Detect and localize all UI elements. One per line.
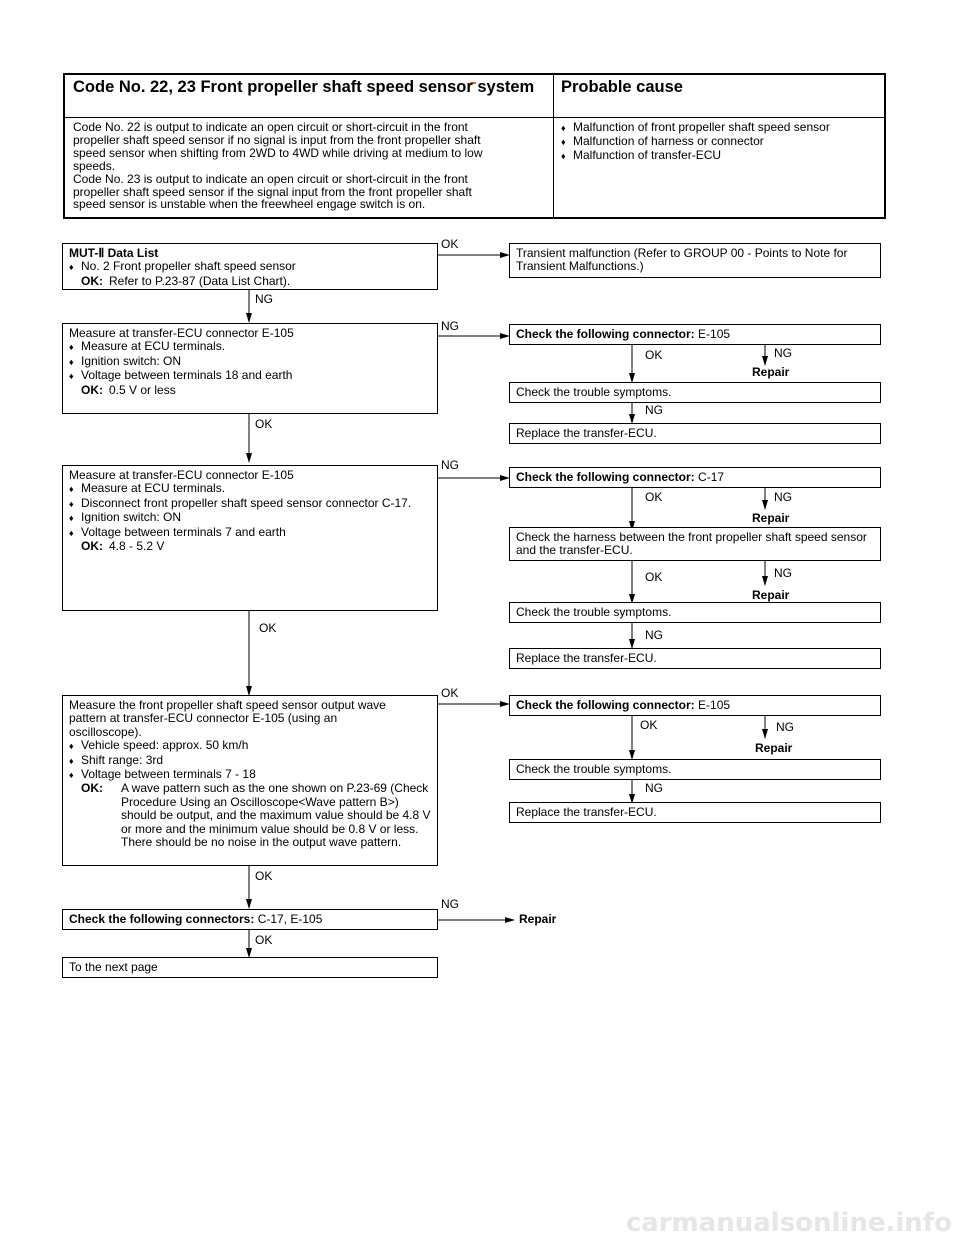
check-trouble-symptoms-c bbox=[509, 759, 881, 780]
step-item: ♦ Measure at ECU terminals. bbox=[69, 482, 431, 496]
replace-ecu-a bbox=[509, 423, 881, 444]
ng-label-flow: NG bbox=[774, 566, 792, 580]
check-harness-text: Check the harness between the front propeller shaft speed sensor and the transfer-ECU. bbox=[516, 530, 867, 558]
ok-criteria bbox=[69, 540, 431, 553]
ok-label-flow: OK bbox=[441, 237, 459, 251]
ok-label-flow: OK bbox=[259, 621, 277, 635]
check-connector-e105-b bbox=[509, 695, 881, 716]
check-harness-box bbox=[509, 527, 881, 561]
connector-ids: C-17, E-105 bbox=[257, 912, 323, 926]
replace-ecu-text: Replace the transfer-ECU. bbox=[516, 651, 657, 665]
connector-id: E-105 bbox=[698, 327, 731, 341]
ok-label-flow: OK bbox=[255, 417, 273, 431]
check-connector-label: Check the following connector: bbox=[516, 470, 695, 484]
check-connector-label: Check the following connector: bbox=[516, 698, 695, 712]
check-trouble-symptoms-a bbox=[509, 382, 881, 403]
probable-causes bbox=[561, 121, 881, 163]
ok-criteria bbox=[69, 782, 431, 836]
check-connector-c17 bbox=[509, 467, 881, 488]
step-item: ♦ Voltage between terminals 7 and earth bbox=[69, 526, 431, 540]
step-item: ♦ Shift range: 3rd bbox=[69, 754, 431, 768]
repair-label: Repair bbox=[755, 741, 793, 755]
repair-label: Repair bbox=[752, 365, 790, 379]
ng-label-flow: NG bbox=[255, 292, 273, 306]
ok-label: OK: bbox=[81, 273, 103, 288]
ok-value: 0.5 V or less bbox=[109, 382, 176, 397]
replace-ecu-b bbox=[509, 648, 881, 669]
desc-line: Code No. 22 is output to indicate an open circuit or short-circuit in the front bbox=[73, 120, 468, 134]
ok-value: Refer to P.23-87 (Data List Chart). bbox=[109, 273, 291, 288]
replace-ecu-c bbox=[509, 802, 881, 823]
check-trouble-text: Check the trouble symptoms. bbox=[516, 605, 672, 619]
next-page-box bbox=[62, 957, 438, 978]
ok-label-flow: OK bbox=[255, 933, 273, 947]
code-description bbox=[73, 121, 548, 211]
cause-item: ♦ Malfunction of harness or connector bbox=[561, 135, 881, 149]
desc-line: speeds. bbox=[73, 158, 116, 173]
step-line: oscilloscope). bbox=[69, 724, 142, 739]
desc-line: propeller shaft speed sensor if no signal is input from the front propeller shaft bbox=[73, 132, 481, 147]
ok-label: OK: bbox=[81, 382, 103, 397]
step-title: MUT-Ⅱ Data List bbox=[69, 246, 159, 260]
cause-item: ♦ Malfunction of front propeller shaft speed sensor bbox=[561, 121, 881, 135]
ok-label: OK: bbox=[81, 781, 103, 796]
step-check-connectors-c17-e105 bbox=[62, 909, 438, 930]
ok-label-flow: OK bbox=[645, 348, 663, 362]
repair-label: Repair bbox=[519, 912, 557, 926]
replace-ecu-text: Replace the transfer-ECU. bbox=[516, 805, 657, 819]
step-item: ♦ Voltage between terminals 18 and earth bbox=[69, 369, 431, 383]
step-measure-e105-voltage-18 bbox=[62, 323, 438, 414]
header-divider bbox=[553, 75, 554, 217]
step-line: pattern at transfer-ECU connector E-105 (using an bbox=[69, 711, 338, 726]
step-heading: Measure at transfer-ECU connector E-105 bbox=[69, 468, 294, 482]
ng-label-flow: NG bbox=[774, 490, 792, 504]
cause-item: ♦ Malfunction of transfer-ECU bbox=[561, 149, 881, 163]
next-page-text: To the next page bbox=[69, 960, 158, 974]
desc-line: propeller shaft speed sensor if the signal input from the front propeller shaft bbox=[73, 184, 472, 199]
step-item: ♦ Ignition switch: ON bbox=[69, 511, 431, 525]
step-measure-e105-voltage-7 bbox=[62, 465, 438, 611]
step-item: ♦ Measure at ECU terminals. bbox=[69, 340, 431, 354]
ok-label: OK: bbox=[81, 539, 103, 554]
ok-label-flow: OK bbox=[645, 570, 663, 584]
check-trouble-text: Check the trouble symptoms. bbox=[516, 762, 672, 776]
step-item: ♦ No. 2 Front propeller shaft speed sensor bbox=[69, 260, 431, 274]
check-trouble-text: Check the trouble symptoms. bbox=[516, 385, 672, 399]
connector-id: C-17 bbox=[698, 470, 725, 484]
check-trouble-symptoms-b bbox=[509, 602, 881, 623]
watermark: carmanualsonline.info bbox=[625, 1208, 952, 1238]
ng-label-flow: NG bbox=[441, 458, 459, 472]
replace-ecu-text: Replace the transfer-ECU. bbox=[516, 426, 657, 440]
ok-note: There should be no noise in the output wave pattern. bbox=[121, 835, 402, 850]
ng-label-flow: NG bbox=[645, 628, 663, 642]
ng-label-flow: NG bbox=[645, 781, 663, 795]
ok-label-flow: OK bbox=[441, 686, 459, 700]
check-connector-e105-a bbox=[509, 324, 881, 345]
step-item: ♦ Disconnect front propeller shaft speed sensor connector C-17. bbox=[69, 497, 431, 511]
ok-label-flow: OK bbox=[255, 869, 273, 883]
code-header-table bbox=[63, 73, 886, 219]
ng-label-flow: NG bbox=[776, 720, 794, 734]
transient-text: Transient malfunction (Refer to GROUP 00 - Points to Note for Transient Malfunctions.) bbox=[516, 246, 848, 274]
probable-cause-title: Probable cause bbox=[561, 78, 683, 96]
ok-criteria bbox=[69, 384, 431, 397]
step-line: Measure the front propeller shaft speed sensor output wave bbox=[69, 698, 386, 712]
transient-malfunction-box bbox=[509, 243, 881, 278]
desc-line: speed sensor when shifting from 2WD to 4WD while driving at medium to low bbox=[73, 145, 483, 160]
connector-id: E-105 bbox=[698, 698, 731, 712]
step-heading: Measure at transfer-ECU connector E-105 bbox=[69, 326, 294, 340]
check-connector-label: Check the following connector: bbox=[516, 327, 695, 341]
ok-value: A wave pattern such as the one shown on P.23-69 (Check Procedure Using an Oscilloscope<Wave pattern B>) should be output, and the maximum value should be 4.8 V or more and the minimum value should be 0.8 V or less. bbox=[121, 781, 431, 836]
desc-line: Code No. 23 is output to indicate an open circuit or short-circuit in the front bbox=[73, 171, 468, 186]
desc-line: speed sensor is unstable when the freewheel engage switch is on. bbox=[73, 197, 426, 212]
step-measure-output-wave bbox=[62, 695, 438, 866]
ng-label-flow: NG bbox=[441, 319, 459, 333]
header-rule bbox=[65, 117, 884, 118]
repair-label: Repair bbox=[752, 511, 790, 525]
ok-value: 4.8 - 5.2 V bbox=[109, 539, 165, 554]
step-item: ♦ Vehicle speed: approx. 50 km/h bbox=[69, 739, 431, 753]
ng-label-flow: NG bbox=[774, 346, 792, 360]
ok-label-flow: OK bbox=[640, 718, 658, 732]
step-item: ♦ Ignition switch: ON bbox=[69, 355, 431, 369]
ok-label-flow: OK bbox=[645, 490, 663, 504]
code-title: Code No. 22, 23 Front propeller shaft speed sensor system bbox=[73, 78, 535, 96]
step-item: ♦ Voltage between terminals 7 - 18 bbox=[69, 768, 431, 782]
ng-label-flow: NG bbox=[441, 897, 459, 911]
ok-criteria bbox=[69, 275, 431, 288]
step-mut-data-list bbox=[62, 243, 438, 290]
ng-label-flow: NG bbox=[645, 403, 663, 417]
repair-label: Repair bbox=[752, 588, 790, 602]
check-connectors-label: Check the following connectors: bbox=[69, 912, 255, 926]
